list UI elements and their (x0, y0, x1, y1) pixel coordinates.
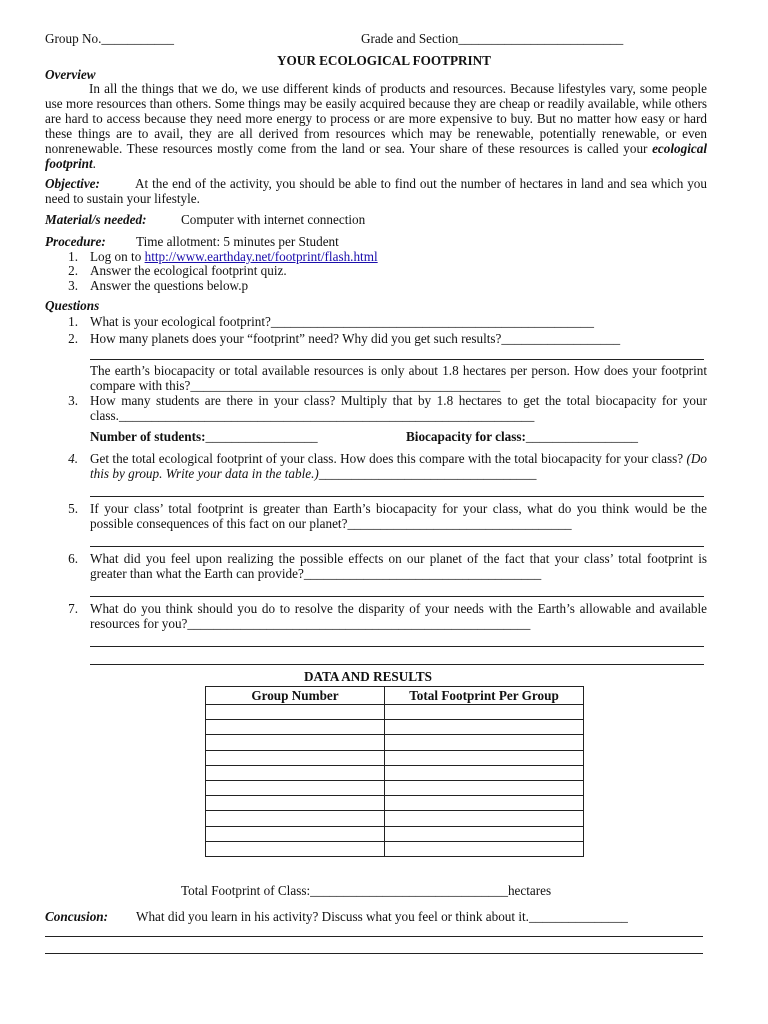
table-row (206, 750, 584, 765)
question-2-followup (90, 363, 707, 393)
answer-line[interactable] (45, 953, 703, 954)
conclusion-prompt (136, 909, 628, 924)
footprint-cell[interactable] (385, 750, 584, 765)
class-total-field (181, 883, 551, 898)
overview-end: . (92, 156, 96, 171)
group-number-cell[interactable] (206, 750, 385, 765)
footprint-cell[interactable] (385, 720, 584, 735)
data-results-heading: DATA AND RESULTS (304, 669, 433, 684)
step-2: Answer the ecological footprint quiz. (90, 263, 287, 278)
question-2-followup-text: The earth’s biocapacity or total available resources is only about 1.8 hectares per person. How does your footprint compare with this? (90, 363, 707, 393)
question-4 (90, 451, 707, 481)
question-1: What is your ecological footprint?_________________________________________________ (90, 314, 594, 329)
table-row (206, 811, 584, 826)
step-number: 1. (68, 249, 78, 264)
footprint-cell[interactable] (385, 796, 584, 811)
table-row (206, 826, 584, 841)
page-title: YOUR ECOLOGICAL FOOTPRINT (277, 53, 491, 68)
question-number: 3. (68, 393, 78, 408)
step-1-text: Log on to (90, 249, 145, 264)
group-number-cell[interactable] (206, 705, 385, 720)
conclusion-heading: Concusion: (45, 909, 109, 924)
question-6-text: What did you feel upon realizing the possible effects on our planet of the fact that your class’ total footprint is greater than what the Earth can provide? (90, 551, 707, 581)
step-3: Answer the questions below.p (90, 278, 249, 293)
objective-text: At the end of the activity, you should be able to find out the number of hectares in land and sea which you need to sustain your lifestyle. (45, 176, 707, 206)
footprint-cell[interactable] (385, 780, 584, 795)
footprint-cell[interactable] (385, 841, 584, 856)
question-7-blank: ____________________________________________________ (187, 616, 531, 631)
question-3-text: How many students are there in your class? Multiply that by 1.8 hectares to get the total biocapacity for your class. (90, 393, 707, 423)
students-count-field (90, 429, 318, 444)
question-3 (90, 393, 707, 423)
results-table-body (206, 705, 584, 857)
objective-heading: Objective: (45, 176, 100, 191)
conclusion-blank: _______________ (528, 909, 628, 924)
answer-line[interactable] (90, 596, 704, 597)
overview-text: In all the things that we do, we use different kinds of products and resources. Because lifestyles vary, some people use more resources than others. Some things may be easily acquired because they are cheap or readily available, while others are hard to access because they need more energy to process or are more expensive to buy. But no matter how easy or hard these things are to avail, they are all derived from resources which may be renewable, potentially renewable, or even nonrenewable. These resources mostly come from the land or sea. Your share of these resources is called your (45, 81, 707, 156)
results-table (205, 686, 584, 857)
group-number-field: Group No.___________ (45, 31, 174, 46)
group-number-cell[interactable] (206, 796, 385, 811)
materials-text: Computer with internet connection (181, 212, 366, 227)
question-4-blank: _________________________________ (318, 466, 537, 481)
group-number-cell[interactable] (206, 826, 385, 841)
footprint-cell[interactable] (385, 705, 584, 720)
question-6 (90, 551, 707, 581)
answer-line[interactable] (90, 359, 704, 360)
table-row (206, 841, 584, 856)
class-total-label: Total Footprint of Class: (181, 883, 311, 898)
question-5-blank: __________________________________ (347, 516, 572, 531)
answer-line[interactable] (90, 546, 704, 547)
footprint-cell[interactable] (385, 735, 584, 750)
step-number: 2. (68, 263, 78, 278)
questions-heading: Questions (45, 298, 100, 313)
step-1 (90, 249, 378, 264)
class-total-unit: hectares (507, 883, 552, 898)
step-number: 3. (68, 278, 78, 293)
biocapacity-label: Biocapacity for class: (406, 429, 526, 444)
overview-term: ecological footprint (45, 141, 707, 171)
procedure-heading: Procedure: (45, 234, 106, 249)
procedure-time: Time allotment: 5 minutes per Student (136, 234, 339, 249)
question-number: 2. (68, 331, 78, 346)
group-number-cell[interactable] (206, 720, 385, 735)
table-row (206, 765, 584, 780)
group-number-cell[interactable] (206, 780, 385, 795)
group-number-cell[interactable] (206, 735, 385, 750)
group-number-cell[interactable] (206, 811, 385, 826)
answer-line[interactable] (90, 664, 704, 665)
question-number: 7. (68, 601, 78, 616)
table-row (206, 780, 584, 795)
footprint-cell[interactable] (385, 826, 584, 841)
question-6-blank: ____________________________________ (303, 566, 542, 581)
table-row (206, 720, 584, 735)
question-number: 1. (68, 314, 78, 329)
answer-line[interactable] (90, 496, 704, 497)
column-header-group: Group Number (206, 687, 385, 705)
objective-paragraph (45, 176, 707, 206)
grade-section-field: Grade and Section_________________________ (361, 31, 624, 46)
class-total-blank: ______________________________ (310, 883, 508, 898)
students-blank: _________________ (205, 429, 318, 444)
class-biocapacity-field (406, 429, 638, 444)
question-7-text: What do you think should you do to resolve the disparity of your needs with the Earth’s allowable and available resources for you? (90, 601, 707, 631)
column-header-footprint: Total Footprint Per Group (385, 687, 584, 705)
question-5 (90, 501, 707, 531)
question-7 (90, 601, 707, 631)
answer-line[interactable] (45, 936, 703, 937)
group-number-cell[interactable] (206, 765, 385, 780)
overview-heading: Overview (45, 67, 96, 82)
question-4-text: Get the total ecological footprint of your class. How does this compare with the total biocapacity for your class? (90, 451, 687, 466)
table-row (206, 735, 584, 750)
question-5-text: If your class’ total footprint is greater than Earth’s biocapacity for your class, what do you think would be the possible consequences of this fact on our planet? (90, 501, 707, 531)
question-2-followup-blank: _______________________________________________ (190, 378, 501, 393)
table-row (206, 796, 584, 811)
overview-paragraph (45, 81, 707, 171)
question-4-instruction: (Do this by group. Write your data in the table.) (90, 451, 707, 481)
materials-heading: Material/s needed: (45, 212, 147, 227)
biocapacity-blank: _________________ (525, 429, 638, 444)
answer-line[interactable] (90, 646, 704, 647)
question-number: 4. (68, 451, 78, 466)
conclusion-text: What did you learn in his activity? Discuss what you feel or think about it. (136, 909, 529, 924)
group-number-cell[interactable] (206, 841, 385, 856)
table-row (206, 705, 584, 720)
students-label: Number of students: (90, 429, 206, 444)
footprint-quiz-link[interactable]: http://www.earthday.net/footprint/flash.html (144, 249, 378, 264)
question-number: 6. (68, 551, 78, 566)
question-3-blank: _______________________________________________________________ (118, 408, 535, 423)
question-number: 5. (68, 501, 78, 516)
question-2: How many planets does your “footprint” need? Why did you get such results?__________________ (90, 331, 621, 346)
footprint-cell[interactable] (385, 765, 584, 780)
footprint-cell[interactable] (385, 811, 584, 826)
